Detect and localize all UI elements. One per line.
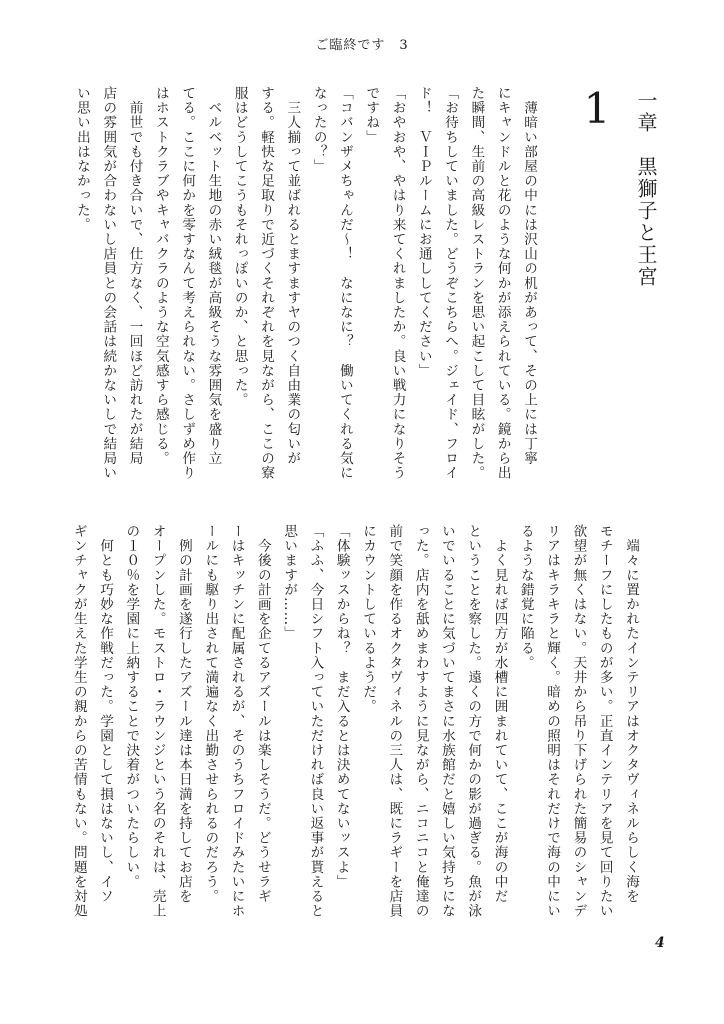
text-line: にキャンドルと花のような何かが添えられている。鏡から出	[494, 86, 511, 481]
text-line: た瞬間、生前の高級レストランを思い起こして目眩がした。	[468, 86, 485, 481]
text-line: 「おやおや、やはり来てくれましたか。良い戦力になりそう	[389, 86, 406, 481]
text-line: ーはキッチンに配属されるが、そのうちフロイドみたいにホ	[228, 524, 245, 919]
page-number: 4	[655, 935, 665, 951]
text-line: 薄暗い部屋の中には沢山の机があって、その上には丁寧	[521, 86, 537, 466]
text-line: ということを察した。遠くの方で何かの影が過ぎる。魚が泳	[465, 524, 482, 919]
text-line: いでいることに気づいてまさに水族館だと嬉しい気持ちにな	[438, 524, 455, 919]
text-line: する。軽快な足取りで近づくそれぞれを見ながら、ここの寮	[258, 86, 275, 481]
text-line: 思いますが……」	[281, 524, 298, 641]
running-header: ご臨終です 3	[315, 38, 409, 53]
text-line: ベルベット生地の赤い絨毯が高級そうな雰囲気を盛り立	[205, 86, 222, 466]
text-line: 「コバンザメちゃんだ〜！ なになに？ 働いてくれる気に	[336, 86, 353, 481]
text-line: リアはキラキラと輝く。暗めの照明はそれだけで海の中にい	[544, 524, 561, 919]
text-line: オープンした。モストロ・ラウンジという名のそれは、売上	[149, 524, 166, 919]
text-line: い思い出はなかった。	[73, 86, 90, 232]
text-line: 前で笑顔を作るオクタヴィネルの三人は、既にラギーを店員	[386, 524, 403, 919]
text-line: 今後の計画を企てるアズールは楽しそうだ。どうせラギ	[254, 524, 271, 904]
text-line: ールにも駆り出されて満遍なく出勤させられるのだろう。	[202, 524, 219, 904]
chapter-title: 一章 黒獅子と王宮	[634, 90, 658, 288]
text-line: 例の計画を遂行したアズール達は本日満を持してお店を	[175, 524, 192, 904]
lower-text-block	[70, 524, 644, 934]
text-line: ですね」	[363, 86, 380, 145]
text-line: った。店内を舐めまわすように見ながら、ニコニコと俺達の	[412, 524, 429, 919]
upper-text-block	[73, 86, 542, 494]
text-line: 端々に置かれたインテリアはオクタヴィネルらしく海を	[623, 524, 639, 904]
text-line: モチーフにしたものが多い。正直インテリアを見て回りたい	[596, 524, 613, 919]
text-line: ギンチャクが生えた学生の親からの苦情もない。問題を対処	[70, 524, 87, 919]
text-line: よく見れば四方が水槽に囲まれていて、ここが海の中だ	[491, 524, 508, 904]
text-line: 何とも巧妙な作戦だった。学園として損はないし、イソ	[97, 524, 114, 904]
text-line: にカウントしているようだ。	[360, 524, 377, 714]
text-line: なったの？」	[310, 86, 327, 174]
text-line: 「お待ちしていました。どうぞこちらへ。ジェイド、フロイ	[442, 86, 459, 481]
text-line: はホストクラブやキャバクラのような空気感すら感じる。	[152, 86, 169, 466]
text-line: 欲望が無くはない。天井から吊り下げられた簡易のシャンデ	[570, 524, 587, 919]
chapter-number: 1	[583, 84, 611, 133]
text-line: 店の雰囲気が合わないし店員との会話は続かないしで結局い	[100, 86, 117, 481]
text-line: てる。ここに何かを零すなんて考えられない。さしずめ作り	[179, 86, 196, 481]
text-line: 前世でも付き合いで、仕方なく、一回ほど訪れたが結局	[126, 86, 143, 466]
text-line: ド！ ＶＩＰルームにお通ししてください」	[415, 86, 432, 378]
text-line: 三人揃って並ばれるとますますヤのつく自由業の匂いが	[284, 86, 301, 466]
text-line: の１０％を学園に上納することで決着がついたらしい。	[123, 524, 140, 889]
text-line: 「体験ッスからね？ まだ入るとは決めてないッスよ」	[333, 524, 350, 889]
text-line: 「ふふ、今日シフト入っていただければ良い返事が貰えると	[307, 524, 324, 919]
text-line: 服はどうしてこうもそれっぽいのか、と思った。	[231, 86, 248, 408]
text-line: るような錯覚に陥る。	[517, 524, 534, 670]
